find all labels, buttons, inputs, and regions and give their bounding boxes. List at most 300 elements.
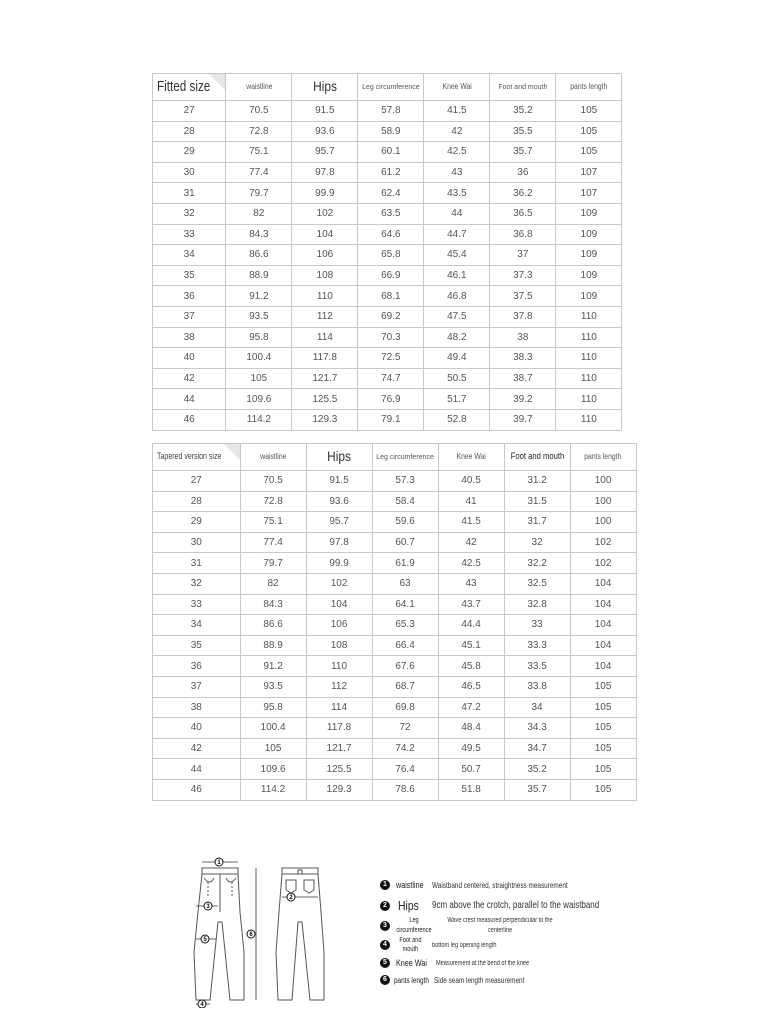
legend-term: Knee Wai xyxy=(396,958,427,968)
fitted-cell-leg-circumference: 68.1 xyxy=(358,286,424,307)
fitted-table-row xyxy=(153,121,622,142)
tapered-table-row xyxy=(153,738,637,759)
fitted-cell-hips: 97.8 xyxy=(292,162,358,183)
fitted-cell-knee: 52.8 xyxy=(424,409,490,430)
tapered-cell-size: 34 xyxy=(153,615,241,636)
fitted-cell-leg-circumference: 62.4 xyxy=(358,183,424,204)
tapered-cell-hips: 97.8 xyxy=(306,532,372,553)
tapered-cell-leg-circumference: 65.3 xyxy=(372,615,438,636)
fitted-cell-foot-mouth: 36.5 xyxy=(490,203,556,224)
fitted-cell-hips: 129.3 xyxy=(292,409,358,430)
legend-item-pants-length xyxy=(380,975,547,985)
tapered-cell-pants-length: 104 xyxy=(570,635,636,656)
fitted-cell-foot-mouth: 39.2 xyxy=(490,389,556,410)
fitted-cell-leg-circumference: 65.8 xyxy=(358,245,424,266)
fitted-cell-size: 34 xyxy=(153,245,226,266)
fitted-cell-foot-mouth: 38 xyxy=(490,327,556,348)
fitted-cell-waistline: 79.7 xyxy=(226,183,292,204)
fitted-cell-foot-mouth: 36 xyxy=(490,162,556,183)
tapered-leg-header: Leg circumference xyxy=(372,444,438,471)
tapered-cell-hips: 91.5 xyxy=(306,471,372,492)
fitted-cell-foot-mouth: 39.7 xyxy=(490,409,556,430)
fitted-cell-pants-length: 110 xyxy=(556,348,622,369)
fitted-cell-leg-circumference: 63.5 xyxy=(358,203,424,224)
tapered-cell-leg-circumference: 68.7 xyxy=(372,676,438,697)
tapered-cell-foot-mouth: 32.8 xyxy=(504,594,570,615)
tapered-cell-waistline: 82 xyxy=(240,573,306,594)
tapered-table-row xyxy=(153,718,637,739)
fitted-cell-leg-circumference: 57.8 xyxy=(358,101,424,122)
fitted-cell-waistline: 72.8 xyxy=(226,121,292,142)
tapered-cell-leg-circumference: 66.4 xyxy=(372,635,438,656)
fitted-table-body xyxy=(153,101,622,431)
tapered-cell-waistline: 109.6 xyxy=(240,759,306,780)
tapered-cell-waistline: 88.9 xyxy=(240,635,306,656)
fitted-cell-hips: 95.7 xyxy=(292,142,358,163)
tapered-cell-size: 31 xyxy=(153,553,241,574)
fitted-cell-foot-mouth: 35.7 xyxy=(490,142,556,163)
tapered-cell-pants-length: 105 xyxy=(570,779,636,800)
tapered-table-row xyxy=(153,779,637,800)
fitted-cell-hips: 108 xyxy=(292,265,358,286)
fitted-cell-knee: 43.5 xyxy=(424,183,490,204)
tapered-cell-pants-length: 105 xyxy=(570,738,636,759)
legend-item-knee xyxy=(380,958,552,968)
tapered-cell-leg-circumference: 69.8 xyxy=(372,697,438,718)
tapered-cell-foot-mouth: 31.7 xyxy=(504,512,570,533)
fitted-cell-hips: 102 xyxy=(292,203,358,224)
fitted-cell-leg-circumference: 72.5 xyxy=(358,348,424,369)
fitted-cell-waistline: 77.4 xyxy=(226,162,292,183)
fitted-cell-foot-mouth: 38.3 xyxy=(490,348,556,369)
fitted-cell-foot-mouth: 38.7 xyxy=(490,368,556,389)
fitted-cell-size: 32 xyxy=(153,203,226,224)
fitted-cell-leg-circumference: 74.7 xyxy=(358,368,424,389)
fitted-table-row xyxy=(153,245,622,266)
legend-description: Wave crest measured perpendicular to the centerline xyxy=(447,917,553,934)
fitted-cell-waistline: 86.6 xyxy=(226,245,292,266)
fitted-cell-leg-circumference: 61.2 xyxy=(358,162,424,183)
fitted-cell-pants-length: 105 xyxy=(556,142,622,163)
fitted-cell-pants-length: 110 xyxy=(556,327,622,348)
fitted-cell-size: 46 xyxy=(153,409,226,430)
tapered-cell-pants-length: 104 xyxy=(570,594,636,615)
fitted-cell-leg-circumference: 64.6 xyxy=(358,224,424,245)
tapered-table-row xyxy=(153,573,637,594)
tapered-cell-size: 33 xyxy=(153,594,241,615)
tapered-cell-knee: 48.4 xyxy=(438,718,504,739)
tapered-cell-knee: 41.5 xyxy=(438,512,504,533)
tapered-cell-knee: 45.1 xyxy=(438,635,504,656)
tapered-cell-hips: 106 xyxy=(306,615,372,636)
tapered-cell-hips: 129.3 xyxy=(306,779,372,800)
fitted-cell-hips: 93.6 xyxy=(292,121,358,142)
fitted-cell-knee: 46.1 xyxy=(424,265,490,286)
fitted-cell-foot-mouth: 36.2 xyxy=(490,183,556,204)
tapered-cell-pants-length: 104 xyxy=(570,656,636,677)
fitted-cell-leg-circumference: 70.3 xyxy=(358,327,424,348)
tapered-cell-foot-mouth: 33.3 xyxy=(504,635,570,656)
tapered-cell-leg-circumference: 74.2 xyxy=(372,738,438,759)
fitted-cell-size: 30 xyxy=(153,162,226,183)
fitted-cell-pants-length: 110 xyxy=(556,409,622,430)
fitted-cell-pants-length: 107 xyxy=(556,183,622,204)
fitted-waist-header: waistline xyxy=(226,74,292,101)
fitted-cell-size: 27 xyxy=(153,101,226,122)
measurement-guides xyxy=(196,862,318,1004)
tapered-cell-leg-circumference: 76.4 xyxy=(372,759,438,780)
tapered-cell-knee: 42 xyxy=(438,532,504,553)
fitted-hips-header: Hips xyxy=(292,74,358,101)
fitted-table-row xyxy=(153,162,622,183)
tapered-table-row xyxy=(153,553,637,574)
tapered-cell-size: 40 xyxy=(153,718,241,739)
tapered-knee-header: Knee Wai xyxy=(438,444,504,471)
tapered-cell-foot-mouth: 32.2 xyxy=(504,553,570,574)
legend-term: pants length xyxy=(394,975,429,985)
tapered-cell-waistline: 77.4 xyxy=(240,532,306,553)
fitted-cell-size: 40 xyxy=(153,348,226,369)
fitted-cell-knee: 47.5 xyxy=(424,306,490,327)
tapered-cell-hips: 99.9 xyxy=(306,553,372,574)
tapered-cell-pants-length: 104 xyxy=(570,573,636,594)
tapered-cell-hips: 112 xyxy=(306,676,372,697)
tapered-cell-pants-length: 102 xyxy=(570,553,636,574)
fitted-table-row xyxy=(153,409,622,430)
fitted-cell-pants-length: 109 xyxy=(556,203,622,224)
tapered-cell-knee: 42.5 xyxy=(438,553,504,574)
fitted-cell-size: 28 xyxy=(153,121,226,142)
tapered-cell-knee: 46.5 xyxy=(438,676,504,697)
tapered-cell-size: 42 xyxy=(153,738,241,759)
tapered-cell-knee: 40.5 xyxy=(438,471,504,492)
tapered-cell-hips: 121.7 xyxy=(306,738,372,759)
fitted-cell-hips: 99.9 xyxy=(292,183,358,204)
tapered-foot-header: Foot and mouth xyxy=(504,444,570,471)
tapered-cell-size: 44 xyxy=(153,759,241,780)
tapered-table-row xyxy=(153,697,637,718)
pants-measurement-diagram xyxy=(188,852,338,1008)
back-pants-drawing xyxy=(276,868,324,1000)
tapered-cell-waistline: 91.2 xyxy=(240,656,306,677)
tapered-cell-waistline: 93.5 xyxy=(240,676,306,697)
fitted-cell-waistline: 114.2 xyxy=(226,409,292,430)
fitted-cell-hips: 110 xyxy=(292,286,358,307)
legend-number: 4 xyxy=(380,940,390,950)
fitted-cell-pants-length: 105 xyxy=(556,121,622,142)
tapered-cell-leg-circumference: 64.1 xyxy=(372,594,438,615)
tapered-cell-foot-mouth: 34.7 xyxy=(504,738,570,759)
tapered-cell-waistline: 114.2 xyxy=(240,779,306,800)
tapered-cell-foot-mouth: 34 xyxy=(504,697,570,718)
tapered-hips-header: Hips xyxy=(306,444,372,471)
tapered-size-table xyxy=(152,443,637,801)
fitted-cell-knee: 42 xyxy=(424,121,490,142)
tapered-cell-knee: 41 xyxy=(438,491,504,512)
fitted-cell-size: 44 xyxy=(153,389,226,410)
tapered-cell-knee: 45.8 xyxy=(438,656,504,677)
tapered-cell-hips: 102 xyxy=(306,573,372,594)
fitted-cell-pants-length: 109 xyxy=(556,245,622,266)
tapered-cell-knee: 43.7 xyxy=(438,594,504,615)
tapered-cell-hips: 110 xyxy=(306,656,372,677)
tapered-length-header: pants length xyxy=(570,444,636,471)
tapered-cell-knee: 47.2 xyxy=(438,697,504,718)
tapered-table-row xyxy=(153,471,637,492)
fitted-size-table xyxy=(152,73,622,431)
fitted-table-row xyxy=(153,348,622,369)
tapered-table-body xyxy=(153,471,637,801)
fitted-cell-pants-length: 110 xyxy=(556,389,622,410)
legend-term: Hips xyxy=(398,898,419,913)
fitted-cell-waistline: 82 xyxy=(226,203,292,224)
fitted-cell-leg-circumference: 58.9 xyxy=(358,121,424,142)
fitted-table-row xyxy=(153,142,622,163)
tapered-cell-knee: 50.7 xyxy=(438,759,504,780)
tapered-cell-knee: 49.5 xyxy=(438,738,504,759)
tapered-cell-size: 28 xyxy=(153,491,241,512)
tapered-cell-waistline: 100.4 xyxy=(240,718,306,739)
fitted-cell-size: 33 xyxy=(153,224,226,245)
tapered-cell-size: 37 xyxy=(153,676,241,697)
fitted-cell-foot-mouth: 37.8 xyxy=(490,306,556,327)
tapered-cell-waistline: 72.8 xyxy=(240,491,306,512)
tapered-table-row xyxy=(153,635,637,656)
legend-item-leg-circumference xyxy=(380,916,584,936)
tapered-cell-waistline: 105 xyxy=(240,738,306,759)
tapered-cell-knee: 51.8 xyxy=(438,779,504,800)
fitted-cell-foot-mouth: 37.5 xyxy=(490,286,556,307)
fitted-table-row xyxy=(153,389,622,410)
tapered-size-header: Tapered version size xyxy=(153,444,241,471)
tapered-cell-leg-circumference: 59.6 xyxy=(372,512,438,533)
legend-number: 1 xyxy=(380,880,390,890)
fitted-cell-pants-length: 110 xyxy=(556,368,622,389)
fitted-cell-leg-circumference: 60.1 xyxy=(358,142,424,163)
tapered-cell-pants-length: 105 xyxy=(570,759,636,780)
fitted-table-row xyxy=(153,327,622,348)
fitted-cell-hips: 114 xyxy=(292,327,358,348)
tapered-table-row xyxy=(153,676,637,697)
fitted-cell-hips: 125.5 xyxy=(292,389,358,410)
fitted-cell-size: 31 xyxy=(153,183,226,204)
marker-6: 6 xyxy=(249,932,253,938)
fitted-cell-foot-mouth: 35.5 xyxy=(490,121,556,142)
tapered-cell-foot-mouth: 33.5 xyxy=(504,656,570,677)
fitted-cell-knee: 48.2 xyxy=(424,327,490,348)
legend-description: bottom leg opening length xyxy=(432,941,497,949)
tapered-cell-hips: 125.5 xyxy=(306,759,372,780)
fitted-cell-waistline: 75.1 xyxy=(226,142,292,163)
fitted-table-row xyxy=(153,224,622,245)
tapered-cell-size: 27 xyxy=(153,471,241,492)
fitted-cell-pants-length: 107 xyxy=(556,162,622,183)
fitted-knee-header: Knee Wai xyxy=(424,74,490,101)
fitted-cell-knee: 42.5 xyxy=(424,142,490,163)
fitted-cell-waistline: 88.9 xyxy=(226,265,292,286)
fitted-cell-foot-mouth: 37.3 xyxy=(490,265,556,286)
tapered-cell-waistline: 95.8 xyxy=(240,697,306,718)
fitted-cell-foot-mouth: 36.8 xyxy=(490,224,556,245)
tapered-cell-foot-mouth: 32 xyxy=(504,532,570,553)
tapered-cell-waistline: 84.3 xyxy=(240,594,306,615)
fitted-cell-pants-length: 109 xyxy=(556,224,622,245)
tapered-cell-size: 35 xyxy=(153,635,241,656)
fitted-foot-header: Foot and mouth xyxy=(490,74,556,101)
tapered-cell-hips: 117.8 xyxy=(306,718,372,739)
tapered-table-row xyxy=(153,594,637,615)
fitted-cell-waistline: 93.5 xyxy=(226,306,292,327)
fitted-cell-leg-circumference: 76.9 xyxy=(358,389,424,410)
marker-5: 5 xyxy=(203,937,207,943)
tapered-table-row xyxy=(153,759,637,780)
fitted-cell-hips: 104 xyxy=(292,224,358,245)
tapered-cell-hips: 114 xyxy=(306,697,372,718)
fitted-cell-knee: 44 xyxy=(424,203,490,224)
legend-description: Waistband centered, straightness measurement xyxy=(432,880,568,890)
tapered-cell-foot-mouth: 33 xyxy=(504,615,570,636)
tapered-cell-pants-length: 100 xyxy=(570,512,636,533)
fitted-cell-knee: 50.5 xyxy=(424,368,490,389)
legend-term: waistline xyxy=(396,880,424,890)
legend-item-foot-mouth xyxy=(380,936,513,954)
fitted-cell-size: 36 xyxy=(153,286,226,307)
tapered-table-row xyxy=(153,512,637,533)
legend-item-waistline xyxy=(380,880,602,890)
fitted-cell-hips: 117.8 xyxy=(292,348,358,369)
fitted-cell-knee: 44.7 xyxy=(424,224,490,245)
fitted-table-row xyxy=(153,368,622,389)
tapered-cell-waistline: 86.6 xyxy=(240,615,306,636)
tapered-cell-leg-circumference: 60.7 xyxy=(372,532,438,553)
tapered-cell-size: 30 xyxy=(153,532,241,553)
fitted-cell-knee: 46.8 xyxy=(424,286,490,307)
legend-description: Measurement at the bend of the knee xyxy=(436,959,530,967)
marker-2: 2 xyxy=(289,895,293,901)
fitted-cell-pants-length: 109 xyxy=(556,265,622,286)
tapered-cell-leg-circumference: 61.9 xyxy=(372,553,438,574)
tapered-cell-waistline: 70.5 xyxy=(240,471,306,492)
marker-4: 4 xyxy=(200,1002,204,1008)
fitted-cell-size: 38 xyxy=(153,327,226,348)
tapered-cell-pants-length: 105 xyxy=(570,697,636,718)
fitted-cell-knee: 43 xyxy=(424,162,490,183)
tapered-cell-waistline: 75.1 xyxy=(240,512,306,533)
fitted-cell-pants-length: 109 xyxy=(556,286,622,307)
fitted-cell-hips: 121.7 xyxy=(292,368,358,389)
fitted-cell-foot-mouth: 35.2 xyxy=(490,101,556,122)
tapered-cell-knee: 44.4 xyxy=(438,615,504,636)
fitted-cell-waistline: 95.8 xyxy=(226,327,292,348)
fitted-cell-knee: 45.4 xyxy=(424,245,490,266)
tapered-cell-hips: 108 xyxy=(306,635,372,656)
tapered-cell-knee: 43 xyxy=(438,573,504,594)
tapered-cell-leg-circumference: 63 xyxy=(372,573,438,594)
tapered-cell-foot-mouth: 31.5 xyxy=(504,491,570,512)
legend-description: Side seam length measurement xyxy=(434,975,525,985)
fitted-cell-size: 29 xyxy=(153,142,226,163)
legend-description: 9cm above the crotch, parallel to the waistband xyxy=(432,900,600,911)
fitted-cell-waistline: 100.4 xyxy=(226,348,292,369)
fitted-length-header: pants length xyxy=(556,74,622,101)
fitted-size-header: Fitted size xyxy=(153,74,226,101)
front-pants-drawing xyxy=(194,868,244,1000)
fitted-table-row xyxy=(153,183,622,204)
fitted-cell-knee: 49.4 xyxy=(424,348,490,369)
tapered-cell-leg-circumference: 78.6 xyxy=(372,779,438,800)
legend-term: Foot and mouth xyxy=(399,937,422,954)
tapered-cell-hips: 104 xyxy=(306,594,372,615)
fitted-cell-foot-mouth: 37 xyxy=(490,245,556,266)
tapered-cell-foot-mouth: 33.8 xyxy=(504,676,570,697)
tapered-cell-pants-length: 105 xyxy=(570,676,636,697)
fitted-cell-leg-circumference: 66.9 xyxy=(358,265,424,286)
tapered-cell-pants-length: 105 xyxy=(570,718,636,739)
legend-number: 3 xyxy=(380,921,390,931)
tapered-cell-foot-mouth: 35.2 xyxy=(504,759,570,780)
tapered-cell-leg-circumference: 57.3 xyxy=(372,471,438,492)
fitted-table-row xyxy=(153,203,622,224)
fitted-table-row xyxy=(153,101,622,122)
fitted-cell-leg-circumference: 69.2 xyxy=(358,306,424,327)
tapered-header-row xyxy=(153,444,637,471)
fitted-cell-leg-circumference: 79.1 xyxy=(358,409,424,430)
fitted-cell-hips: 112 xyxy=(292,306,358,327)
tapered-cell-leg-circumference: 72 xyxy=(372,718,438,739)
legend-number: 2 xyxy=(380,901,390,911)
fitted-table-row xyxy=(153,265,622,286)
tapered-table-row xyxy=(153,656,637,677)
fitted-cell-pants-length: 110 xyxy=(556,306,622,327)
fitted-cell-waistline: 84.3 xyxy=(226,224,292,245)
tapered-table-row xyxy=(153,491,637,512)
fitted-cell-waistline: 70.5 xyxy=(226,101,292,122)
tapered-table-row xyxy=(153,532,637,553)
tapered-cell-size: 29 xyxy=(153,512,241,533)
tapered-cell-hips: 95.7 xyxy=(306,512,372,533)
fitted-cell-knee: 41.5 xyxy=(424,101,490,122)
fitted-cell-size: 35 xyxy=(153,265,226,286)
fitted-cell-knee: 51.7 xyxy=(424,389,490,410)
fitted-cell-waistline: 105 xyxy=(226,368,292,389)
fitted-cell-waistline: 109.6 xyxy=(226,389,292,410)
tapered-cell-waistline: 79.7 xyxy=(240,553,306,574)
marker-1: 1 xyxy=(217,860,221,866)
tapered-cell-size: 46 xyxy=(153,779,241,800)
legend-number: 6 xyxy=(380,975,390,985)
legend-term: Leg circumference xyxy=(396,917,432,934)
tapered-cell-size: 32 xyxy=(153,573,241,594)
tapered-table-row xyxy=(153,615,637,636)
legend-item-hips xyxy=(380,898,641,913)
tapered-cell-size: 38 xyxy=(153,697,241,718)
tapered-cell-foot-mouth: 34.3 xyxy=(504,718,570,739)
fitted-cell-hips: 91.5 xyxy=(292,101,358,122)
tapered-cell-pants-length: 102 xyxy=(570,532,636,553)
tapered-cell-leg-circumference: 58.4 xyxy=(372,491,438,512)
fitted-cell-size: 37 xyxy=(153,306,226,327)
fitted-cell-pants-length: 105 xyxy=(556,101,622,122)
marker-3: 3 xyxy=(206,904,210,910)
fitted-table-row xyxy=(153,286,622,307)
fitted-cell-size: 42 xyxy=(153,368,226,389)
legend-number: 5 xyxy=(380,958,390,968)
tapered-cell-foot-mouth: 35.7 xyxy=(504,779,570,800)
tapered-cell-pants-length: 100 xyxy=(570,471,636,492)
tapered-cell-pants-length: 104 xyxy=(570,615,636,636)
fitted-cell-hips: 106 xyxy=(292,245,358,266)
tapered-cell-leg-circumference: 67.6 xyxy=(372,656,438,677)
